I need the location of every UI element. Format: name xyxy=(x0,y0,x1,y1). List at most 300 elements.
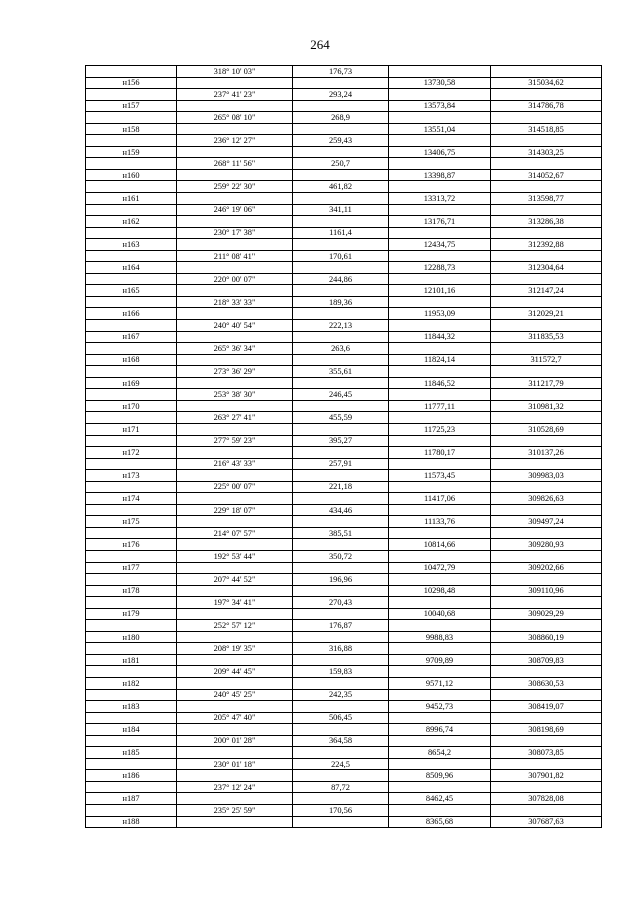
table-row xyxy=(86,793,602,805)
x-coordinate-cell xyxy=(389,89,491,101)
point-cell xyxy=(86,158,177,170)
bearing-cell: 192° 53' 44" xyxy=(177,550,293,562)
bearing-cell xyxy=(177,654,293,666)
distance-cell xyxy=(293,331,389,343)
x-coordinate-cell xyxy=(389,527,491,539)
x-coordinate-cell xyxy=(389,112,491,124)
x-coordinate-cell: 11777,11 xyxy=(389,400,491,412)
y-coordinate-cell: 308198,69 xyxy=(491,724,602,736)
bearing-cell xyxy=(177,377,293,389)
y-coordinate-cell xyxy=(491,527,602,539)
x-coordinate-cell xyxy=(389,481,491,493)
distance-cell: 395,27 xyxy=(293,435,389,447)
bearing-cell xyxy=(177,539,293,551)
distance-cell xyxy=(293,816,389,828)
bearing-cell: 197° 34' 41" xyxy=(177,597,293,609)
table-row xyxy=(86,550,602,562)
table-row xyxy=(86,747,602,759)
x-coordinate-cell xyxy=(389,735,491,747)
bearing-cell xyxy=(177,123,293,135)
bearing-cell: 208° 19' 35" xyxy=(177,643,293,655)
x-coordinate-cell xyxy=(389,320,491,332)
point-cell xyxy=(86,504,177,516)
bearing-cell xyxy=(177,793,293,805)
x-coordinate-cell xyxy=(389,574,491,586)
y-coordinate-cell xyxy=(491,550,602,562)
x-coordinate-cell xyxy=(389,366,491,378)
table-row xyxy=(86,216,602,228)
distance-cell xyxy=(293,423,389,435)
point-cell: н171 xyxy=(86,423,177,435)
point-cell xyxy=(86,643,177,655)
distance-cell xyxy=(293,493,389,505)
y-coordinate-cell: 312392,88 xyxy=(491,239,602,251)
table-row xyxy=(86,89,602,101)
bearing-cell xyxy=(177,423,293,435)
point-cell: н166 xyxy=(86,308,177,320)
bearing-cell xyxy=(177,516,293,528)
table-row xyxy=(86,239,602,251)
table-row xyxy=(86,504,602,516)
distance-cell: 221,18 xyxy=(293,481,389,493)
y-coordinate-cell: 308860,19 xyxy=(491,631,602,643)
point-cell xyxy=(86,296,177,308)
bearing-cell: 235° 25' 59" xyxy=(177,805,293,817)
table-row xyxy=(86,608,602,620)
y-coordinate-cell: 313286,38 xyxy=(491,216,602,228)
point-cell: н165 xyxy=(86,285,177,297)
point-cell xyxy=(86,320,177,332)
y-coordinate-cell: 314052,67 xyxy=(491,169,602,181)
table-row xyxy=(86,447,602,459)
bearing-cell xyxy=(177,216,293,228)
distance-cell: 355,61 xyxy=(293,366,389,378)
y-coordinate-cell: 312029,21 xyxy=(491,308,602,320)
distance-cell: 263,6 xyxy=(293,343,389,355)
point-cell: н180 xyxy=(86,631,177,643)
bearing-cell xyxy=(177,562,293,574)
point-cell: н169 xyxy=(86,377,177,389)
distance-cell xyxy=(293,100,389,112)
point-cell xyxy=(86,481,177,493)
table-row xyxy=(86,493,602,505)
distance-cell xyxy=(293,262,389,274)
y-coordinate-cell xyxy=(491,435,602,447)
bearing-cell: 230° 17' 38" xyxy=(177,227,293,239)
table-row xyxy=(86,366,602,378)
table-row xyxy=(86,770,602,782)
bearing-cell: 273° 36' 29" xyxy=(177,366,293,378)
point-cell xyxy=(86,343,177,355)
bearing-cell xyxy=(177,470,293,482)
distance-cell xyxy=(293,123,389,135)
table-row xyxy=(86,285,602,297)
distance-cell: 293,24 xyxy=(293,89,389,101)
point-cell: н173 xyxy=(86,470,177,482)
distance-cell xyxy=(293,216,389,228)
x-coordinate-cell xyxy=(389,343,491,355)
distance-cell: 176,73 xyxy=(293,66,389,78)
bearing-cell xyxy=(177,677,293,689)
y-coordinate-cell: 309826,63 xyxy=(491,493,602,505)
x-coordinate-cell xyxy=(389,758,491,770)
bearing-cell xyxy=(177,608,293,620)
point-cell xyxy=(86,689,177,701)
y-coordinate-cell xyxy=(491,112,602,124)
y-coordinate-cell xyxy=(491,227,602,239)
x-coordinate-cell xyxy=(389,204,491,216)
table-row xyxy=(86,435,602,447)
point-cell xyxy=(86,66,177,78)
distance-cell: 246,45 xyxy=(293,389,389,401)
bearing-cell: 218° 33' 33" xyxy=(177,296,293,308)
x-coordinate-cell: 9988,83 xyxy=(389,631,491,643)
y-coordinate-cell: 313598,77 xyxy=(491,193,602,205)
table-row xyxy=(86,262,602,274)
bearing-cell: 211° 08' 41" xyxy=(177,250,293,262)
y-coordinate-cell xyxy=(491,620,602,632)
x-coordinate-cell: 10298,48 xyxy=(389,585,491,597)
y-coordinate-cell: 314518,85 xyxy=(491,123,602,135)
table-row xyxy=(86,123,602,135)
bearing-cell: 318° 10' 03" xyxy=(177,66,293,78)
x-coordinate-cell: 11573,45 xyxy=(389,470,491,482)
distance-cell: 350,72 xyxy=(293,550,389,562)
y-coordinate-cell: 308709,83 xyxy=(491,654,602,666)
distance-cell xyxy=(293,562,389,574)
table-row xyxy=(86,458,602,470)
bearing-cell xyxy=(177,585,293,597)
distance-cell xyxy=(293,585,389,597)
point-cell xyxy=(86,435,177,447)
point-cell: н184 xyxy=(86,724,177,736)
point-cell xyxy=(86,735,177,747)
table-row xyxy=(86,181,602,193)
y-coordinate-cell: 315034,62 xyxy=(491,77,602,89)
x-coordinate-cell: 11824,14 xyxy=(389,354,491,366)
bearing-cell xyxy=(177,816,293,828)
y-coordinate-cell: 307828,08 xyxy=(491,793,602,805)
point-cell xyxy=(86,758,177,770)
point-cell: н174 xyxy=(86,493,177,505)
point-cell xyxy=(86,250,177,262)
table-row xyxy=(86,539,602,551)
y-coordinate-cell xyxy=(491,366,602,378)
table-row xyxy=(86,735,602,747)
bearing-cell xyxy=(177,100,293,112)
table-row xyxy=(86,308,602,320)
table-row xyxy=(86,250,602,262)
distance-cell: 506,45 xyxy=(293,712,389,724)
bearing-cell: 253° 38' 30" xyxy=(177,389,293,401)
distance-cell xyxy=(293,539,389,551)
distance-cell xyxy=(293,308,389,320)
bearing-cell: 240° 40' 54" xyxy=(177,320,293,332)
table-row xyxy=(86,701,602,713)
y-coordinate-cell xyxy=(491,805,602,817)
bearing-cell xyxy=(177,193,293,205)
y-coordinate-cell: 309110,96 xyxy=(491,585,602,597)
y-coordinate-cell: 311572,7 xyxy=(491,354,602,366)
point-cell: н157 xyxy=(86,100,177,112)
x-coordinate-cell: 12101,16 xyxy=(389,285,491,297)
table-row xyxy=(86,724,602,736)
x-coordinate-cell xyxy=(389,296,491,308)
distance-cell: 170,61 xyxy=(293,250,389,262)
y-coordinate-cell xyxy=(491,320,602,332)
point-cell: н168 xyxy=(86,354,177,366)
point-cell: н183 xyxy=(86,701,177,713)
distance-cell xyxy=(293,377,389,389)
x-coordinate-cell: 11133,76 xyxy=(389,516,491,528)
x-coordinate-cell: 13176,71 xyxy=(389,216,491,228)
distance-cell: 196,96 xyxy=(293,574,389,586)
point-cell xyxy=(86,712,177,724)
distance-cell xyxy=(293,654,389,666)
x-coordinate-cell xyxy=(389,66,491,78)
point-cell: н188 xyxy=(86,816,177,828)
bearing-cell: 259° 22' 30" xyxy=(177,181,293,193)
point-cell: н164 xyxy=(86,262,177,274)
distance-cell: 250,7 xyxy=(293,158,389,170)
bearing-cell: 237° 41' 23" xyxy=(177,89,293,101)
table-row xyxy=(86,470,602,482)
table-row xyxy=(86,389,602,401)
point-cell xyxy=(86,781,177,793)
y-coordinate-cell: 307901,82 xyxy=(491,770,602,782)
distance-cell xyxy=(293,793,389,805)
table-row xyxy=(86,354,602,366)
table-row xyxy=(86,712,602,724)
bearing-cell: 263° 27' 41" xyxy=(177,412,293,424)
table-row xyxy=(86,400,602,412)
distance-cell xyxy=(293,239,389,251)
point-cell: н161 xyxy=(86,193,177,205)
distance-cell: 364,58 xyxy=(293,735,389,747)
x-coordinate-cell xyxy=(389,250,491,262)
point-cell: н186 xyxy=(86,770,177,782)
bearing-cell: 229° 18' 07" xyxy=(177,504,293,516)
bearing-cell: 237° 12' 24" xyxy=(177,781,293,793)
x-coordinate-cell: 11417,06 xyxy=(389,493,491,505)
distance-cell: 434,46 xyxy=(293,504,389,516)
point-cell: н177 xyxy=(86,562,177,574)
table-row xyxy=(86,562,602,574)
x-coordinate-cell xyxy=(389,666,491,678)
x-coordinate-cell: 11844,32 xyxy=(389,331,491,343)
bearing-cell: 225° 00' 07" xyxy=(177,481,293,493)
x-coordinate-cell xyxy=(389,805,491,817)
y-coordinate-cell: 311217,79 xyxy=(491,377,602,389)
point-cell: н172 xyxy=(86,447,177,459)
point-cell: н163 xyxy=(86,239,177,251)
point-cell xyxy=(86,366,177,378)
x-coordinate-cell xyxy=(389,273,491,285)
table-row xyxy=(86,805,602,817)
table-row xyxy=(86,227,602,239)
y-coordinate-cell: 311835,53 xyxy=(491,331,602,343)
point-cell xyxy=(86,135,177,147)
bearing-cell: 200° 01' 28" xyxy=(177,735,293,747)
x-coordinate-cell xyxy=(389,781,491,793)
x-coordinate-cell: 8996,74 xyxy=(389,724,491,736)
distance-cell: 270,43 xyxy=(293,597,389,609)
distance-cell xyxy=(293,77,389,89)
distance-cell xyxy=(293,770,389,782)
point-cell: н162 xyxy=(86,216,177,228)
distance-cell xyxy=(293,354,389,366)
x-coordinate-cell xyxy=(389,458,491,470)
bearing-cell: 265° 36' 34" xyxy=(177,343,293,355)
distance-cell xyxy=(293,400,389,412)
y-coordinate-cell: 308073,85 xyxy=(491,747,602,759)
x-coordinate-cell xyxy=(389,227,491,239)
y-coordinate-cell xyxy=(491,389,602,401)
bearing-cell xyxy=(177,724,293,736)
page-number: 264 xyxy=(310,37,330,52)
table-row xyxy=(86,320,602,332)
y-coordinate-cell: 310137,26 xyxy=(491,447,602,459)
bearing-cell xyxy=(177,331,293,343)
y-coordinate-cell xyxy=(491,250,602,262)
point-cell xyxy=(86,666,177,678)
distance-cell xyxy=(293,146,389,158)
table-row xyxy=(86,585,602,597)
x-coordinate-cell: 11846,52 xyxy=(389,377,491,389)
y-coordinate-cell: 310981,32 xyxy=(491,400,602,412)
bearing-cell xyxy=(177,146,293,158)
x-coordinate-cell xyxy=(389,412,491,424)
bearing-cell: 207° 44' 52" xyxy=(177,574,293,586)
distance-cell: 341,11 xyxy=(293,204,389,216)
distance-cell xyxy=(293,447,389,459)
x-coordinate-cell: 12434,75 xyxy=(389,239,491,251)
point-cell xyxy=(86,112,177,124)
bearing-cell: 252° 57' 12" xyxy=(177,620,293,632)
bearing-cell xyxy=(177,493,293,505)
distance-cell: 242,35 xyxy=(293,689,389,701)
point-cell xyxy=(86,89,177,101)
distance-cell: 159,83 xyxy=(293,666,389,678)
y-coordinate-cell xyxy=(491,458,602,470)
y-coordinate-cell xyxy=(491,643,602,655)
point-cell: н156 xyxy=(86,77,177,89)
bearing-cell xyxy=(177,701,293,713)
point-cell xyxy=(86,620,177,632)
point-cell xyxy=(86,527,177,539)
bearing-cell xyxy=(177,169,293,181)
y-coordinate-cell: 309029,29 xyxy=(491,608,602,620)
distance-cell xyxy=(293,516,389,528)
point-cell xyxy=(86,389,177,401)
point-cell: н181 xyxy=(86,654,177,666)
bearing-cell: 277° 59' 23" xyxy=(177,435,293,447)
distance-cell xyxy=(293,169,389,181)
x-coordinate-cell xyxy=(389,597,491,609)
bearing-cell xyxy=(177,262,293,274)
y-coordinate-cell: 314303,25 xyxy=(491,146,602,158)
point-cell: н176 xyxy=(86,539,177,551)
table-row xyxy=(86,204,602,216)
y-coordinate-cell xyxy=(491,296,602,308)
distance-cell: 222,13 xyxy=(293,320,389,332)
bearing-cell: 268° 11' 56" xyxy=(177,158,293,170)
x-coordinate-cell: 12288,73 xyxy=(389,262,491,274)
y-coordinate-cell xyxy=(491,89,602,101)
point-cell: н167 xyxy=(86,331,177,343)
bearing-cell xyxy=(177,77,293,89)
x-coordinate-cell xyxy=(389,712,491,724)
bearing-cell: 214° 07' 57" xyxy=(177,527,293,539)
y-coordinate-cell xyxy=(491,781,602,793)
y-coordinate-cell xyxy=(491,504,602,516)
y-coordinate-cell: 308630,53 xyxy=(491,677,602,689)
distance-cell: 259,43 xyxy=(293,135,389,147)
bearing-cell: 205° 47' 40" xyxy=(177,712,293,724)
x-coordinate-cell: 13730,58 xyxy=(389,77,491,89)
point-cell: н182 xyxy=(86,677,177,689)
x-coordinate-cell xyxy=(389,689,491,701)
y-coordinate-cell: 309202,66 xyxy=(491,562,602,574)
table-row xyxy=(86,158,602,170)
bearing-cell xyxy=(177,239,293,251)
distance-cell: 189,36 xyxy=(293,296,389,308)
bearing-cell xyxy=(177,447,293,459)
y-coordinate-cell xyxy=(491,689,602,701)
bearing-cell: 236° 12' 27" xyxy=(177,135,293,147)
table-row xyxy=(86,169,602,181)
point-cell: н185 xyxy=(86,747,177,759)
table-row xyxy=(86,377,602,389)
y-coordinate-cell xyxy=(491,181,602,193)
table-row xyxy=(86,677,602,689)
distance-cell: 257,91 xyxy=(293,458,389,470)
distance-cell xyxy=(293,677,389,689)
point-cell xyxy=(86,227,177,239)
x-coordinate-cell: 9571,12 xyxy=(389,677,491,689)
bearing-cell: 240° 45' 25" xyxy=(177,689,293,701)
table-row xyxy=(86,481,602,493)
point-cell xyxy=(86,597,177,609)
table-row xyxy=(86,412,602,424)
table-row xyxy=(86,193,602,205)
coordinates-table-body xyxy=(86,66,602,828)
distance-cell xyxy=(293,747,389,759)
table-row xyxy=(86,331,602,343)
x-coordinate-cell: 8654,2 xyxy=(389,747,491,759)
bearing-cell xyxy=(177,747,293,759)
point-cell xyxy=(86,181,177,193)
y-coordinate-cell: 314786,78 xyxy=(491,100,602,112)
y-coordinate-cell xyxy=(491,204,602,216)
point-cell: н179 xyxy=(86,608,177,620)
point-cell: н187 xyxy=(86,793,177,805)
bearing-cell: 220° 00' 07" xyxy=(177,273,293,285)
table-row xyxy=(86,689,602,701)
bearing-cell xyxy=(177,285,293,297)
x-coordinate-cell xyxy=(389,643,491,655)
y-coordinate-cell: 308419,07 xyxy=(491,701,602,713)
x-coordinate-cell: 11725,23 xyxy=(389,423,491,435)
y-coordinate-cell xyxy=(491,712,602,724)
bearing-cell xyxy=(177,400,293,412)
y-coordinate-cell xyxy=(491,574,602,586)
bearing-cell: 209° 44' 45" xyxy=(177,666,293,678)
x-coordinate-cell xyxy=(389,550,491,562)
distance-cell xyxy=(293,193,389,205)
y-coordinate-cell: 309497,24 xyxy=(491,516,602,528)
x-coordinate-cell xyxy=(389,435,491,447)
